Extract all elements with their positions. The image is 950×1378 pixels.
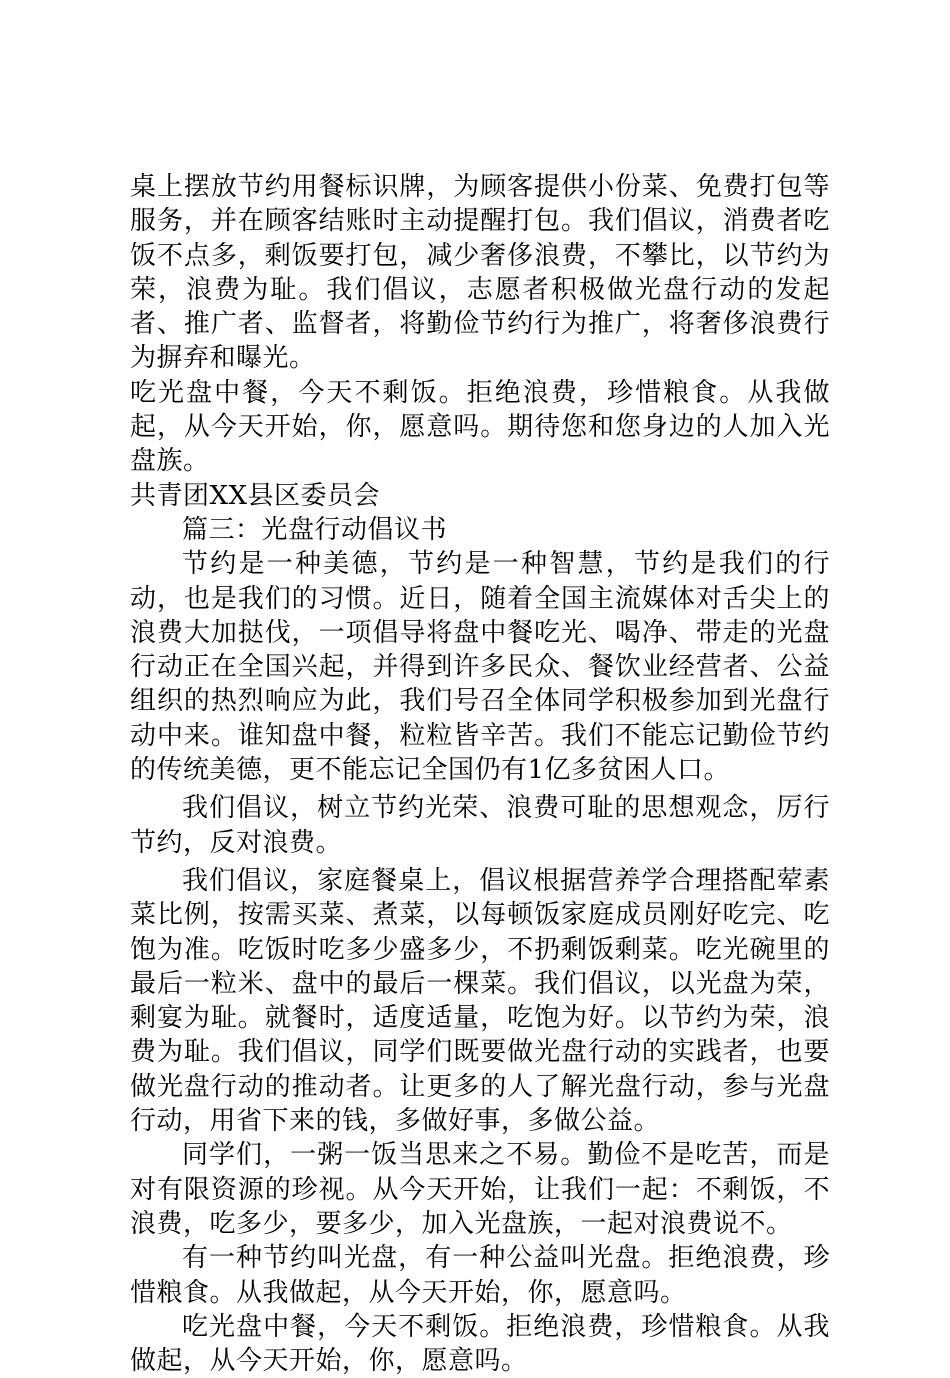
body-paragraph: 桌上摆放节约用餐标识牌，为顾客提供小份菜、免费打包等服务，并在顾客结账时主动提醒打包。我们倡议，消费者吃饭不点多，剩饭要打包，减少奢侈浪费，不攀比，以节约为荣，浪费为耻。我们倡议，志愿者积极做光盘行动的发起者、推广者、监督者，将勤俭节约行为推广，将奢侈浪费行为摒弃和曝光。 (130, 172, 830, 374)
body-paragraph: 有一种节约叫光盘，有一种公益叫光盘。拒绝浪费，珍惜粮食。从我做起，从今天开始，你，愿意吗。 (130, 1243, 830, 1308)
body-paragraph: 节约是一种美德，节约是一种智慧，节约是我们的行动，也是我们的习惯。近日，随着全国主流媒体对舌尖上的浪费大加挞伐，一项倡导将盘中餐吃光、喝净、带走的光盘行动正在全国兴起，并得到许多民众、餐饮业经营者、公益组织的热烈响应为此，我们号召全体同学积极参加到光盘行动中来。谁知盘中餐，粒粒皆辛苦。我们不能忘记勤俭节约的传统美德，更不能忘记全国仍有1亿多贫困人口。 (130, 549, 830, 786)
body-paragraph: 我们倡议，树立节约光荣、浪费可耻的思想观念，厉行节约，反对浪费。 (130, 793, 830, 858)
document-page (130, 170, 830, 1378)
section-heading: 篇三：光盘行动倡议书 (182, 514, 448, 545)
body-paragraph: 吃光盘中餐，今天不剩饭。拒绝浪费，珍惜粮食。从我做起，从今天开始，你，愿意吗。 (130, 1311, 830, 1377)
body-paragraph: 我们倡议，家庭餐桌上，倡议根据营养学合理搭配荤素菜比例，按需买菜、煮菜，以每顿饭家庭成员刚好吃完、吃饱为准。吃饭时吃多少盛多少，不扔剩饭剩菜。吃光碗里的最后一粒米、盘中的最后一棵菜。我们倡议，以光盘为荣，剩宴为耻。就餐时，适度适量，吃饱为好。以节约为荣，浪费为耻。我们倡议，同学们既要做光盘行动的实践者，也要做光盘行动的推动者。让更多的人了解光盘行动，参与光盘行动，用省下来的钱，多做好事，多做公益。 (130, 865, 830, 1137)
body-paragraph: 同学们，一粥一饭当思来之不易。勤俭不是吃苦，而是对有限资源的珍视。从今天开始，让我们一起：不剩饭，不浪费，吃多少，要多少，加入光盘族，一起对浪费说不。 (130, 1140, 830, 1239)
body-paragraph: 吃光盘中餐，今天不剩饭。拒绝浪费，珍惜粮食。从我做起，从今天开始，你，愿意吗。期待您和您身边的人加入光盘族。 (130, 377, 830, 477)
signature-line: 共青团XX县区委员会 (130, 480, 381, 511)
